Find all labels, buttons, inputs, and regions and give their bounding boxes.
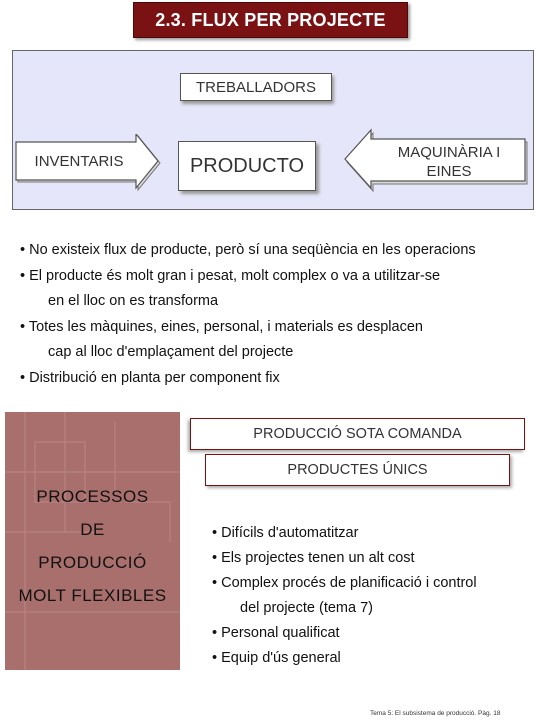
top-bullet-list <box>20 238 535 391</box>
produccio-sota-comanda-box <box>190 418 525 450</box>
bullet-item: • Equip d'ús general <box>212 650 341 666</box>
producto-box <box>178 141 316 191</box>
productes-unics-label: PRODUCTES ÚNICS <box>287 462 428 478</box>
bullet-item: • El producte és molt gran i pesat, molt complex o va a utilitzar-se <box>20 267 441 284</box>
inventaris-label: INVENTARIS <box>34 152 124 170</box>
comanda-wrap <box>180 412 530 452</box>
flexible-processes-line4: MOLT FLEXIBLES <box>18 586 167 605</box>
bullet-item-continuation: en el lloc on es transforma <box>48 293 219 309</box>
treballadors-box <box>180 73 332 101</box>
maquinaria-label-line2: EINES <box>426 163 472 180</box>
bullet-item: • Personal qualificat <box>212 625 340 641</box>
bullet-item: • Totes les màquines, eines, personal, i materials es desplacen <box>20 318 423 335</box>
maquinaria-label <box>376 142 522 182</box>
page-footer: Tema 5: El subsistema de producció. Pàg. 18 <box>370 710 501 717</box>
flexible-processes-line3: PRODUCCIÓ <box>38 553 147 572</box>
bullet-item: • Els projectes tenen un alt cost <box>212 550 415 566</box>
treballadors-label: TREBALLADORS <box>195 78 317 96</box>
bullet-item: • No existeix flux de producte, però sí una seqüència en les operacions <box>20 242 476 258</box>
productes-unics-box <box>205 454 510 486</box>
bullet-item: • Difícils d'automatitzar <box>212 525 359 541</box>
producto-label: PRODUCTO <box>189 154 305 177</box>
slide-title: 2.3. FLUX PER PROJECTE <box>155 9 386 30</box>
produccio-sota-comanda-label: PRODUCCIÓ SOTA COMANDA <box>253 426 462 442</box>
flexible-processes-line2: DE <box>80 520 105 539</box>
flexible-processes-text <box>5 480 180 612</box>
bullet-item-continuation: cap al lloc d'emplaçament del projecte <box>48 344 294 360</box>
slide-title-bar <box>133 2 408 38</box>
bottom-bullet-list <box>212 521 532 671</box>
flexible-processes-line1: PROCESSOS <box>36 487 149 506</box>
bullet-item-continuation: del projecte (tema 7) <box>240 600 373 616</box>
maquinaria-label-line1: MAQUINÀRIA I <box>397 144 501 161</box>
bullet-item: • Complex procés de planificació i control <box>212 575 477 591</box>
bullet-item: • Distribució en planta per component fix <box>20 369 280 386</box>
